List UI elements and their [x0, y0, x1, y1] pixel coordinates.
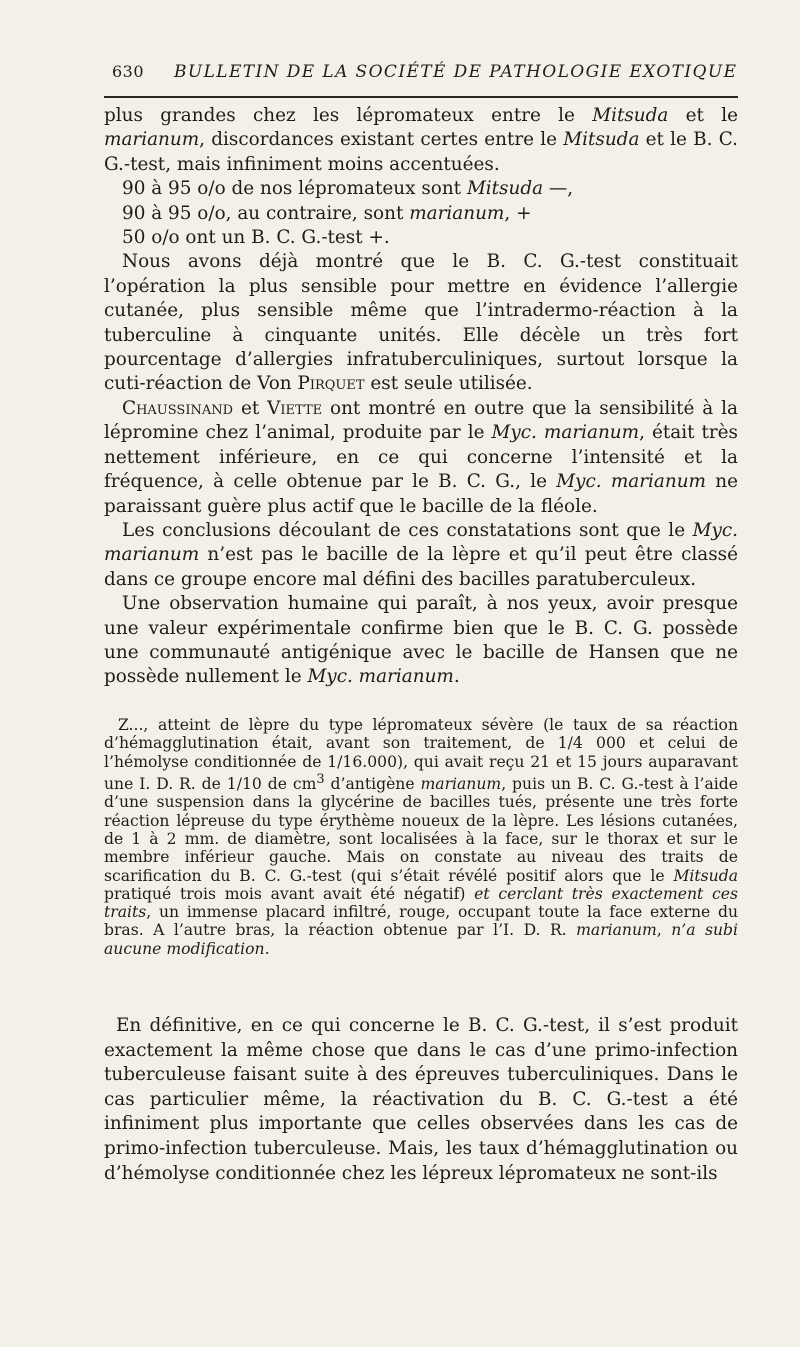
paragraph-observation: Une observation humaine qui paraît, à nos yeux, avoir presque une valeur expérimentale confirme bien que le B. C. G. possède une communauté antigénique avec le bacille de Hansen que ne possède nullement le Myc. marianum. — [104, 593, 738, 688]
paragraph-conclusions: Les conclusions découlant de ces constatations sont que le Myc. marianum n’est pas le bacille de la lèpre et qu’il peut être classé dans ce groupe encore mal défini des bacilles paratuberculeux. — [104, 519, 738, 590]
list-item: 90 à 95 o/o de nos lépromateux sont Mitsuda —, — [122, 178, 574, 200]
page-number: 630 — [112, 62, 145, 81]
conclusion-paragraph: En définitive, en ce qui concerne le B. C. G.-test, il s’est produit exactement la même chose que dans le cas d’une primo-infection tuberculeuse faisant suite à des épreuves tuberculiniques. Dans le cas particulier même, la réactivation du B. C. G.-test a été infiniment plus importante que celles observées dans les cas de primo-infection tuberculeuse. Mais, les taux d’hémagglutination ou d’hémolyse conditionnée chez les lépreux lépromateux ne sont-ils — [104, 1015, 738, 1184]
running-title: BULLETIN DE LA SOCIÉTÉ DE PATHOLOGIE EXOTIQUE — [174, 62, 738, 82]
list-item: 90 à 95 o/o, au contraire, sont marianum, + — [122, 202, 532, 224]
header-rule — [104, 96, 738, 98]
list-item: 50 o/o ont un B. C. G.-test +. — [122, 227, 390, 249]
paragraph-chaussinand: Chaussinand et Viette ont montré en outre que la sensibilité à la lépromine chez l’animal, produite par le Myc. marianum, était très nettement inférieure, en ce qui concerne l’intensité et la fréquence, à celle obtenue par le B. C. G., le Myc. marianum ne paraissant guère plus actif que le bacille de la fléole. — [104, 397, 738, 517]
conclusion-section — [104, 1014, 738, 1186]
page-header — [112, 62, 738, 92]
main-text — [104, 104, 738, 690]
case-note — [104, 716, 738, 958]
paragraph-bcg-test: Nous avons déjà montré que le B. C. G.-test constituait l’opération la plus sensible pour mettre en évidence l’allergie cutanée, plus sensible même que l’intradermo-réaction à la tuberculine à cinquante unités. Elle décèle un très fort pourcentage d’allergies infratuberculiniques, surtout lorsque la cuti-réaction de Von Pirquet est seule utilisée. — [104, 251, 738, 395]
case-note-text: Z..., atteint de lèpre du type lépromateux sévère (le taux de sa réaction d’hémagglutination était, avant son traitement, de 1/4 000 et celui de l’hémolyse conditionnée de 1/16.000), qui avait reçu 21 et 15 jours auparavant une I. D. R. de 1/10 de $cm^3$ d’antigène marianum, puis un B. C. G.-test à l’aide d’une suspension dans la glycérine de bacilles tués, présente une très forte réaction lépreuse du type érythème noueux de la lèpre. Les lésions cutanées, de 1 à 2 mm. de diamètre, sont localisées à la face, sur le thorax et sur le membre inférieur gauche. Mais on constate au niveau des traits de scarification du B. C. G.-test (qui s’était révélé positif alors que le Mitsuda pratiqué trois mois avant avait été négatif) et cerclant très exactement ces traits, un immense placard infiltré, rouge, occupant toute la face externe du bras. A l’autre bras, la réaction obtenue par l’I. D. R. marianum, n’a subi aucune modification. — [104, 716, 738, 958]
paragraph-discordances: plus grandes chez les lépromateux entre le Mitsuda et le marianum, discordances existant certes entre le Mitsuda et le B. C. G.-test, mais infiniment moins accentuées. — [104, 105, 738, 175]
